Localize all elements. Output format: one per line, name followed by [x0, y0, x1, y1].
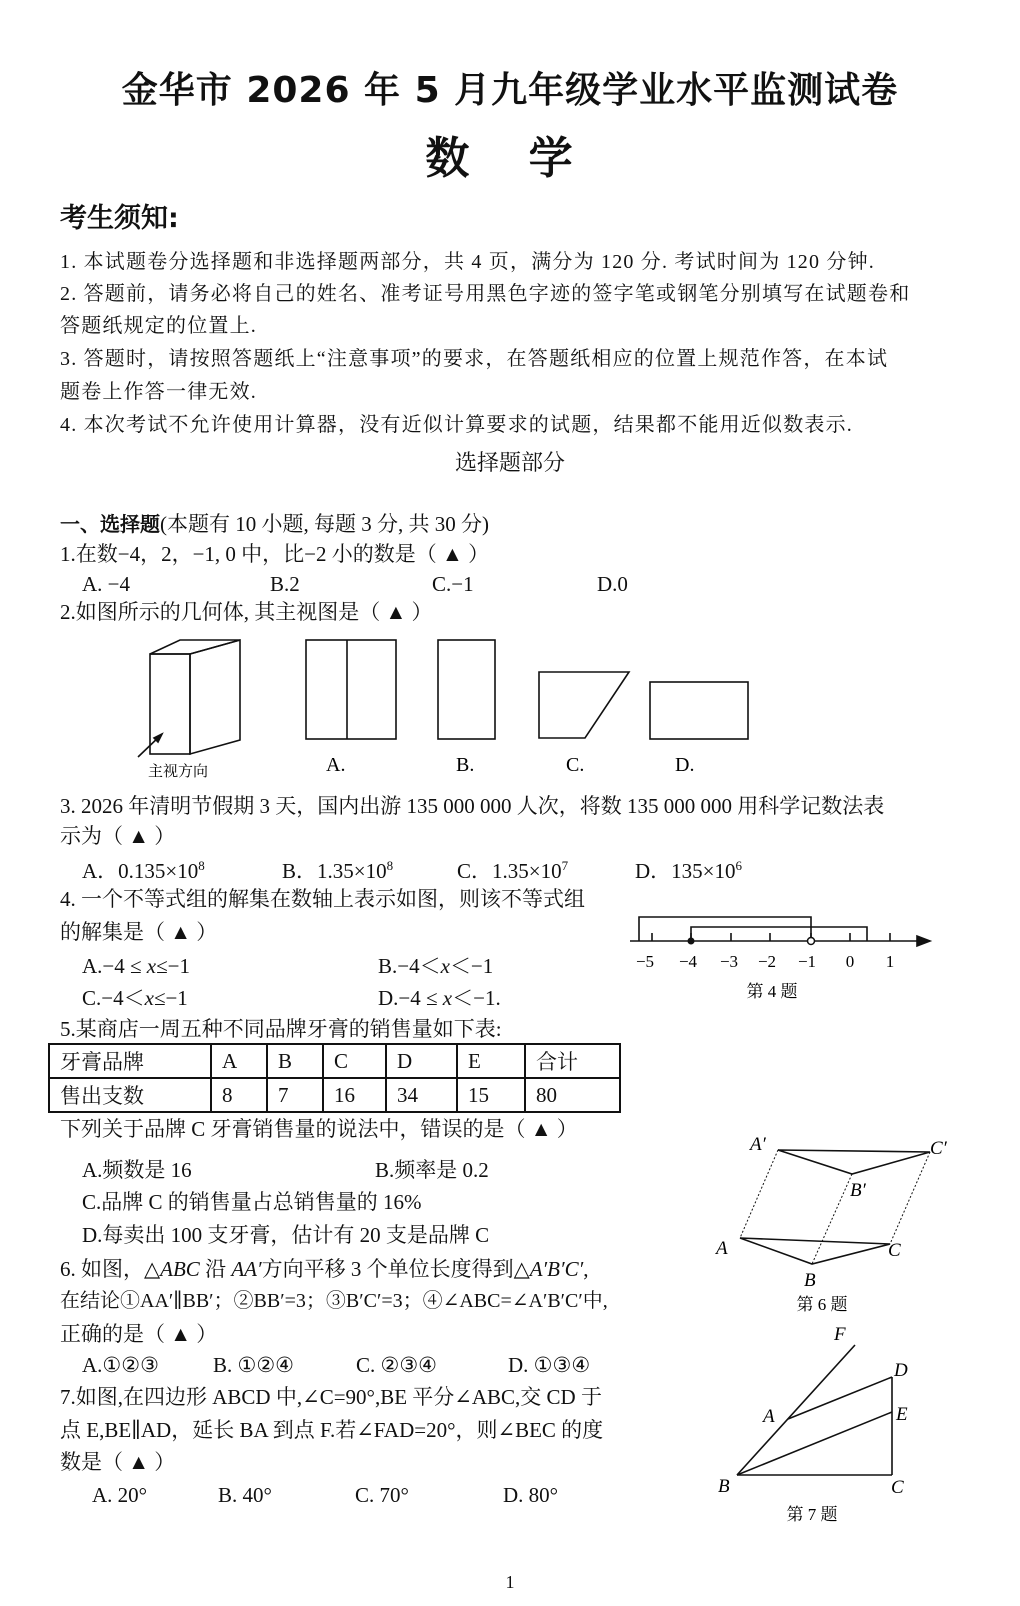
point-label: A [716, 1238, 728, 1259]
q2-option-b-figure [438, 640, 495, 739]
point-label: E [896, 1404, 908, 1425]
line-be [737, 1412, 892, 1475]
q2-option-d: D. [675, 754, 695, 776]
axis-label: −5 [635, 952, 655, 971]
point-label: C′ [930, 1138, 947, 1159]
q1-stem: 1.在数−4，2，−1, 0 中，比−2 小的数是（ ▲ ） [60, 542, 490, 566]
q4-number-line [625, 905, 935, 1005]
part-note: (本题有 10 小题, 每题 3 分, 共 30 分) [160, 512, 489, 536]
q5-question: 下列关于品牌 C 牙膏销售量的说法中，错误的是（ ▲ ） [60, 1117, 578, 1141]
q6-figure [710, 1128, 960, 1318]
q1-option-a: A. −4 [82, 572, 131, 596]
q6-stem-cont: 正确的是（ ▲ ） [60, 1322, 218, 1346]
sales-table [48, 1043, 621, 1113]
q5-option-c: C.品牌 C 的销售量占总销售量的 16% [82, 1190, 422, 1214]
q2-stem: 2.如图所示的几何体, 其主视图是（ ▲ ） [60, 600, 433, 624]
q3-option-a: A．$0.135\times 10^8$ [82, 858, 205, 883]
table-row [49, 1044, 620, 1078]
table-header-cell: D [386, 1044, 457, 1078]
closed-point [688, 938, 695, 945]
q6-caption: 第 6 题 [796, 1295, 848, 1314]
axis-label: −1 [797, 952, 817, 971]
q4-stem-cont: 的解集是（ ▲ ） [60, 920, 218, 944]
q2-option-d-figure [650, 682, 748, 739]
q6-option-d: D. ①③④ [508, 1353, 591, 1377]
table-cell: 80 [525, 1078, 620, 1112]
q6-option-c: C. ②③④ [356, 1353, 437, 1377]
table-cell: 售出支数 [49, 1078, 211, 1112]
table-row [49, 1078, 620, 1112]
q7-option-b: B. 40° [218, 1483, 272, 1507]
q4-caption: 第 4 题 [746, 982, 798, 1001]
point-label: D [894, 1360, 908, 1381]
notice-item: 4. 本次考试不允许使用计算器，没有近似计算要求的试题，结果都不能用近似数表示. [60, 414, 853, 436]
q7-option-a: A. 20° [92, 1483, 148, 1507]
notice-item: 1. 本试题卷分选择题和非选择题两部分，共 4 页，满分为 120 分. 考试时间为 120 分钟. [60, 251, 875, 273]
q1-option-d: D.0 [597, 572, 628, 596]
q2-option-a: A. [326, 754, 346, 776]
view-direction-label: 主视方向 [148, 764, 209, 780]
q2-figures [130, 634, 770, 784]
q1-option-c: C.−1 [432, 572, 474, 596]
q5-option-a: A.频数是 16 [82, 1158, 192, 1182]
q4-stem: 4. 一个不等式组的解集在数轴上表示如图，则该不等式组 [60, 887, 585, 911]
table-header-cell: A [211, 1044, 267, 1078]
axis-label: 0 [845, 952, 855, 971]
q1-option-b: B.2 [270, 572, 300, 596]
point-label: F [834, 1324, 846, 1345]
q2-option-c-figure [539, 672, 629, 738]
q6-option-a: A.①②③ [82, 1353, 159, 1377]
q7-stem: 7.如图,在四边形 ABCD 中,∠C=90°,BE 平分∠ABC,交 CD 于 [60, 1385, 602, 1409]
q6-option-b: B. ①②④ [213, 1353, 294, 1377]
q2-option-a-figure [306, 640, 396, 739]
point-label: B [718, 1476, 730, 1497]
line-ad [788, 1377, 892, 1419]
table-cell: 7 [267, 1078, 323, 1112]
page-number: 1 [505, 1572, 515, 1592]
point-label: B [804, 1270, 816, 1291]
q5-option-b: B.频率是 0.2 [375, 1158, 489, 1182]
line-bf [737, 1345, 855, 1475]
table-header-cell: E [457, 1044, 525, 1078]
q7-option-d: D. 80° [503, 1483, 559, 1507]
table-header-cell: B [267, 1044, 323, 1078]
q2-solid-figure [138, 640, 240, 757]
q2-option-c: C. [566, 754, 585, 776]
point-label: B′ [850, 1180, 866, 1201]
point-label: C [888, 1240, 901, 1261]
exam-title: 金华市 2026 年 5 月九年级学业水平监测试卷 [121, 70, 899, 111]
q7-stem-cont2: 数是（ ▲ ） [60, 1450, 176, 1474]
q3-option-d: D．$135\times 10^6$ [635, 858, 743, 883]
q6-conditions: 在结论①AA′∥BB′；②BB′=3；③B′C′=3；④∠ABC=∠A′B′C′中, [60, 1290, 608, 1312]
table-cell: 16 [323, 1078, 386, 1112]
q4-option-a: A.−4 ≤ x≤−1 [82, 954, 190, 978]
table-header-cell: 牙膏品牌 [49, 1044, 211, 1078]
notice-heading: 考生须知: [60, 203, 179, 234]
q5-stem: 5.某商店一周五种不同品牌牙膏的销售量如下表: [60, 1017, 502, 1041]
triangle-a-prime [778, 1150, 930, 1174]
part-heading [60, 511, 489, 537]
notice-item: 答题纸规定的位置上. [60, 315, 257, 337]
notice-item: 3. 答题时，请按照答题纸上“注意事项”的要求，在答题纸相应的位置上规范作答，在本试 [60, 348, 889, 370]
q7-stem-cont: 点 E,BE∥AD，延长 BA 到点 F.若∠FAD=20°，则∠BEC 的度 [60, 1418, 604, 1442]
axis-label: −3 [719, 952, 739, 971]
q6-stem: 6. 如图，△ABC 沿 AA′方向平移 3 个单位长度得到△A′B′C′, [60, 1257, 589, 1281]
q7-option-c: C. 70° [355, 1483, 409, 1507]
part-label: 一、选择题 [60, 512, 160, 536]
q4-option-c: C.−4＜x≤−1 [82, 986, 188, 1010]
axis-label: 1 [885, 952, 895, 971]
section-title: 选择题部分 [454, 451, 565, 476]
axis-label: −4 [678, 952, 698, 971]
table-header-cell: 合计 [525, 1044, 620, 1078]
q4-option-d: D.−4 ≤ x＜−1. [378, 986, 501, 1010]
q3-option-b: B．$1.35\times 10^8$ [282, 858, 394, 883]
table-cell: 15 [457, 1078, 525, 1112]
table-cell: 8 [211, 1078, 267, 1112]
q4-option-b: B.−4＜x＜−1 [378, 954, 494, 978]
triangle-abc [740, 1238, 890, 1264]
subject-title: 数 学 [425, 133, 595, 184]
table-header-cell: C [323, 1044, 386, 1078]
point-label: A′ [750, 1134, 766, 1155]
q3-option-c: C．$1.35\times 10^7$ [457, 858, 569, 883]
notice-item: 2. 答题前，请务必将自己的姓名、准考证号用黑色字迹的签字笔或钢笔分别填写在试题卷和 [60, 283, 911, 305]
q3-stem: 3. 2026 年清明节假期 3 天，国内出游 135 000 000 人次，将数 135 000 000 用科学记数法表 [60, 794, 885, 818]
table-cell: 34 [386, 1078, 457, 1112]
open-point [808, 938, 815, 945]
axis-label: −2 [757, 952, 777, 971]
point-label: C [891, 1477, 904, 1498]
q7-figure [710, 1322, 950, 1534]
q7-caption: 第 7 题 [786, 1505, 838, 1524]
q5-option-d: D.每卖出 100 支牙膏，估计有 20 支是品牌 C [82, 1223, 490, 1247]
q3-stem-cont: 示为（ ▲ ） [60, 824, 176, 848]
notice-item: 题卷上作答一律无效. [60, 381, 257, 403]
q2-option-b: B. [456, 754, 475, 776]
point-label: A [763, 1406, 775, 1427]
